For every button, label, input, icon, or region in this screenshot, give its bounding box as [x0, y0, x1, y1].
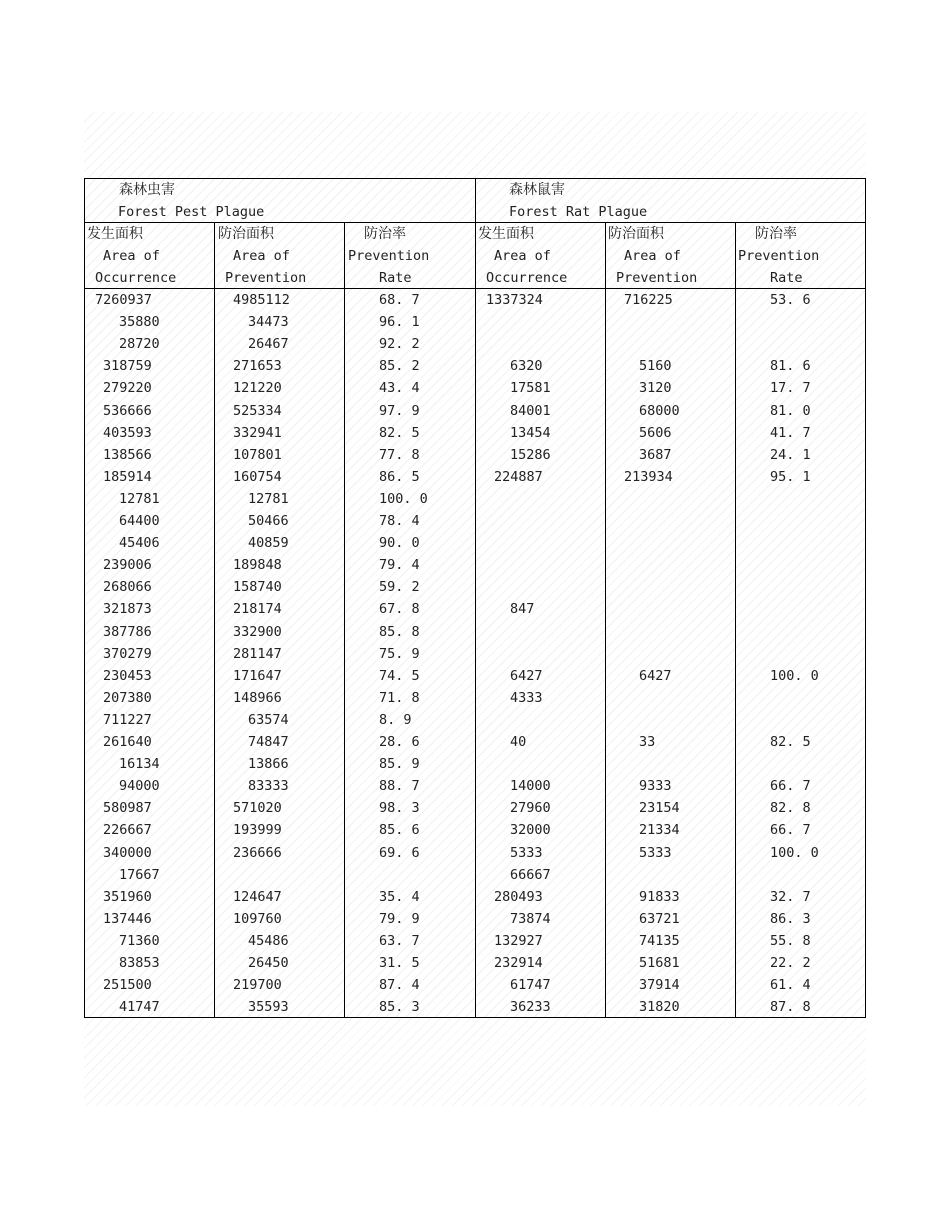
cell-occurrence-rat: 84001	[510, 402, 551, 419]
background-hatch-top	[84, 112, 866, 178]
cell-rate-pest: 74. 5	[379, 667, 420, 684]
cell-prevention-pest: 160754	[233, 468, 282, 485]
cell-occurrence-rat: 4333	[510, 689, 543, 706]
cell-occurrence-rat: 14000	[510, 778, 551, 795]
cell-rate-pest: 96. 1	[379, 314, 420, 331]
cell-occurrence-pest: 279220	[103, 380, 152, 397]
cell-occurrence-rat: 27960	[510, 800, 551, 817]
cell-rate-rat: 82. 8	[770, 800, 811, 817]
cell-occurrence-pest: 268066	[103, 579, 152, 596]
cell-occurrence-pest: 137446	[103, 910, 152, 927]
cell-rate-pest: 98. 3	[379, 800, 420, 817]
column-header-zh: 防治率	[755, 226, 797, 242]
cell-prevention-pest: 236666	[233, 844, 282, 861]
cell-prevention-pest: 4985112	[233, 292, 290, 308]
cell-prevention-rat: 5606	[639, 424, 672, 441]
cell-occurrence-pest: 536666	[103, 402, 152, 419]
cell-occurrence-rat: 36233	[510, 999, 551, 1016]
cell-occurrence-pest: 35880	[119, 314, 160, 331]
cell-occurrence-pest: 71360	[119, 932, 160, 949]
cell-prevention-pest: 158740	[233, 579, 282, 596]
cell-prevention-pest: 45486	[248, 932, 289, 949]
cell-occurrence-pest: 41747	[119, 999, 160, 1016]
column-header-en: Area of	[103, 248, 160, 264]
cell-rate-pest: 85. 8	[379, 623, 420, 640]
cell-rate-pest: 92. 2	[379, 336, 420, 353]
cell-prevention-rat: 3687	[639, 446, 672, 463]
cell-rate-pest: 97. 9	[379, 402, 420, 419]
cell-prevention-pest: 35593	[248, 999, 289, 1016]
cell-prevention-pest: 189848	[233, 557, 282, 574]
cell-rate-rat: 82. 5	[770, 734, 811, 750]
cell-occurrence-pest: 226667	[103, 822, 152, 839]
cell-occurrence-rat: 1337324	[486, 292, 543, 308]
cell-prevention-pest: 26467	[248, 336, 289, 353]
cell-rate-pest: 82. 5	[379, 424, 420, 441]
cell-rate-pest: 67. 8	[379, 601, 420, 618]
cell-rate-rat: 86. 3	[770, 910, 811, 927]
cell-rate-pest: 69. 6	[379, 844, 420, 861]
cell-rate-pest: 28. 6	[379, 734, 420, 750]
cell-prevention-rat: 21334	[639, 822, 680, 839]
cell-occurrence-rat: 66667	[510, 866, 551, 883]
cell-rate-pest: 68. 7	[379, 292, 420, 308]
cell-prevention-pest: 13866	[248, 756, 289, 773]
cell-prevention-pest: 83333	[248, 778, 289, 795]
cell-occurrence-pest: 403593	[103, 424, 152, 441]
cell-prevention-pest: 171647	[233, 667, 282, 684]
cell-occurrence-rat: 13454	[510, 424, 551, 441]
cell-rate-pest: 35. 4	[379, 888, 420, 905]
cell-rate-pest: 71. 8	[379, 689, 420, 706]
cell-rate-pest: 77. 8	[379, 446, 420, 463]
cell-occurrence-pest: 351960	[103, 888, 152, 905]
cell-prevention-rat: 63721	[639, 910, 680, 927]
cell-prevention-pest: 571020	[233, 800, 282, 817]
column-divider	[344, 223, 345, 1017]
cell-rate-rat: 95. 1	[770, 468, 811, 485]
column-header-en: Area of	[624, 248, 681, 264]
cell-rate-pest: 90. 0	[379, 535, 420, 552]
cell-rate-pest: 87. 4	[379, 977, 420, 994]
cell-prevention-rat: 74135	[639, 932, 680, 949]
cell-rate-pest: 88. 7	[379, 778, 420, 795]
column-divider	[475, 179, 476, 1017]
cell-occurrence-pest: 83853	[119, 955, 160, 971]
cell-occurrence-pest: 64400	[119, 513, 160, 529]
cell-occurrence-pest: 16134	[119, 756, 160, 773]
cell-rate-rat: 81. 6	[770, 358, 811, 375]
cell-prevention-pest: 271653	[233, 358, 282, 375]
cell-occurrence-rat: 40	[510, 734, 527, 750]
column-header-en: Prevention	[616, 270, 698, 286]
cell-rate-rat: 100. 0	[770, 844, 819, 861]
cell-prevention-pest: 148966	[233, 689, 282, 706]
cell-occurrence-rat: 280493	[494, 888, 543, 905]
cell-occurrence-rat: 32000	[510, 822, 551, 839]
cell-occurrence-rat: 61747	[510, 977, 551, 994]
cell-rate-rat: 41. 7	[770, 424, 811, 441]
cell-occurrence-pest: 12781	[119, 490, 160, 507]
cell-prevention-rat: 33	[639, 734, 656, 750]
cell-rate-pest: 85. 2	[379, 358, 420, 375]
cell-rate-pest: 85. 9	[379, 756, 420, 773]
cell-prevention-pest: 12781	[248, 490, 289, 507]
cell-rate-pest: 78. 4	[379, 513, 420, 529]
column-header-en: Prevention	[348, 248, 430, 264]
cell-occurrence-rat: 6320	[510, 358, 543, 375]
cell-rate-rat: 24. 1	[770, 446, 811, 463]
cell-rate-pest: 86. 5	[379, 468, 420, 485]
cell-prevention-rat: 716225	[624, 292, 673, 308]
cell-rate-pest: 59. 2	[379, 579, 420, 596]
cell-prevention-pest: 281147	[233, 645, 282, 662]
cell-rate-pest: 100. 0	[379, 490, 428, 507]
cell-prevention-rat: 91833	[639, 888, 680, 905]
cell-prevention-pest: 193999	[233, 822, 282, 839]
column-header-zh: 发生面积	[478, 226, 534, 242]
cell-rate-pest: 79. 4	[379, 557, 420, 574]
column-header-en: Rate	[770, 270, 803, 286]
cell-rate-rat: 53. 6	[770, 292, 811, 308]
group-title-en: Forest Pest Plague	[118, 204, 265, 220]
cell-rate-rat: 22. 2	[770, 955, 811, 971]
cell-prevention-rat: 51681	[639, 955, 680, 971]
cell-prevention-rat: 6427	[639, 667, 672, 684]
cell-rate-rat: 100. 0	[770, 667, 819, 684]
cell-rate-rat: 55. 8	[770, 932, 811, 949]
cell-occurrence-pest: 94000	[119, 778, 160, 795]
cell-occurrence-pest: 251500	[103, 977, 152, 994]
column-divider	[735, 223, 736, 1017]
cell-prevention-pest: 50466	[248, 513, 289, 529]
column-header-en: Area of	[494, 248, 551, 264]
cell-rate-rat: 32. 7	[770, 888, 811, 905]
data-table	[84, 178, 866, 1018]
cell-prevention-pest: 109760	[233, 910, 282, 927]
cell-occurrence-pest: 711227	[103, 711, 152, 728]
cell-rate-pest: 31. 5	[379, 955, 420, 971]
cell-occurrence-pest: 370279	[103, 645, 152, 662]
cell-prevention-pest: 218174	[233, 601, 282, 618]
column-header-en: Rate	[379, 270, 412, 286]
cell-prevention-pest: 34473	[248, 314, 289, 331]
background-hatch-bottom	[84, 1018, 866, 1106]
cell-rate-rat: 17. 7	[770, 380, 811, 397]
group-title-zh: 森林鼠害	[509, 182, 565, 198]
cell-occurrence-pest: 17667	[119, 866, 160, 883]
cell-rate-pest: 8. 9	[379, 711, 412, 728]
column-header-zh: 防治率	[364, 226, 406, 242]
cell-prevention-pest: 74847	[248, 734, 289, 750]
cell-occurrence-rat: 6427	[510, 667, 543, 684]
cell-occurrence-pest: 138566	[103, 446, 152, 463]
cell-rate-rat: 61. 4	[770, 977, 811, 994]
cell-occurrence-pest: 321873	[103, 601, 152, 618]
cell-rate-pest: 85. 3	[379, 999, 420, 1016]
cell-occurrence-pest: 261640	[103, 734, 152, 750]
cell-occurrence-pest: 230453	[103, 667, 152, 684]
cell-prevention-rat: 5160	[639, 358, 672, 375]
cell-rate-rat: 66. 7	[770, 822, 811, 839]
column-header-zh: 防治面积	[218, 226, 274, 242]
cell-rate-rat: 87. 8	[770, 999, 811, 1016]
group-title-zh: 森林虫害	[119, 182, 175, 198]
cell-occurrence-rat: 847	[510, 601, 535, 618]
cell-prevention-pest: 26450	[248, 955, 289, 971]
cell-prevention-pest: 63574	[248, 711, 289, 728]
cell-prevention-pest: 121220	[233, 380, 282, 397]
cell-occurrence-rat: 5333	[510, 844, 543, 861]
cell-occurrence-pest: 387786	[103, 623, 152, 640]
cell-occurrence-rat: 17581	[510, 380, 551, 397]
cell-rate-pest: 79. 9	[379, 910, 420, 927]
group-title-en: Forest Rat Plague	[509, 204, 648, 220]
cell-prevention-rat: 9333	[639, 778, 672, 795]
cell-prevention-rat: 23154	[639, 800, 680, 817]
cell-prevention-rat: 5333	[639, 844, 672, 861]
cell-occurrence-pest: 28720	[119, 336, 160, 353]
cell-rate-rat: 66. 7	[770, 778, 811, 795]
column-header-en: Occurrence	[486, 270, 568, 286]
cell-rate-pest: 75. 9	[379, 645, 420, 662]
cell-prevention-pest: 525334	[233, 402, 282, 419]
cell-rate-pest: 43. 4	[379, 380, 420, 397]
cell-prevention-pest: 332941	[233, 424, 282, 441]
cell-occurrence-pest: 340000	[103, 844, 152, 861]
cell-occurrence-rat: 232914	[494, 955, 543, 971]
cell-occurrence-rat: 132927	[494, 932, 543, 949]
cell-prevention-rat: 68000	[639, 402, 680, 419]
cell-rate-rat: 81. 0	[770, 402, 811, 419]
cell-prevention-pest: 107801	[233, 446, 282, 463]
cell-occurrence-rat: 73874	[510, 910, 551, 927]
column-header-en: Occurrence	[95, 270, 177, 286]
cell-occurrence-pest: 207380	[103, 689, 152, 706]
cell-prevention-rat: 213934	[624, 468, 673, 485]
cell-prevention-rat: 37914	[639, 977, 680, 994]
column-header-en: Prevention	[225, 270, 307, 286]
cell-prevention-rat: 3120	[639, 380, 672, 397]
column-header-en: Area of	[233, 248, 290, 264]
cell-occurrence-rat: 224887	[494, 468, 543, 485]
column-header-en: Prevention	[738, 248, 820, 264]
cell-prevention-pest: 219700	[233, 977, 282, 994]
cell-occurrence-pest: 318759	[103, 358, 152, 375]
cell-occurrence-pest: 185914	[103, 468, 152, 485]
cell-occurrence-pest: 7260937	[95, 292, 152, 308]
column-divider	[214, 223, 215, 1017]
column-header-zh: 发生面积	[87, 226, 143, 242]
cell-rate-pest: 85. 6	[379, 822, 420, 839]
cell-prevention-pest: 40859	[248, 535, 289, 552]
column-divider	[605, 223, 606, 1017]
cell-occurrence-pest: 45406	[119, 535, 160, 552]
cell-prevention-rat: 31820	[639, 999, 680, 1016]
cell-occurrence-rat: 15286	[510, 446, 551, 463]
cell-rate-pest: 63. 7	[379, 932, 420, 949]
cell-occurrence-pest: 580987	[103, 800, 152, 817]
column-header-zh: 防治面积	[608, 226, 664, 242]
cell-occurrence-pest: 239006	[103, 557, 152, 574]
cell-prevention-pest: 332900	[233, 623, 282, 640]
cell-prevention-pest: 124647	[233, 888, 282, 905]
